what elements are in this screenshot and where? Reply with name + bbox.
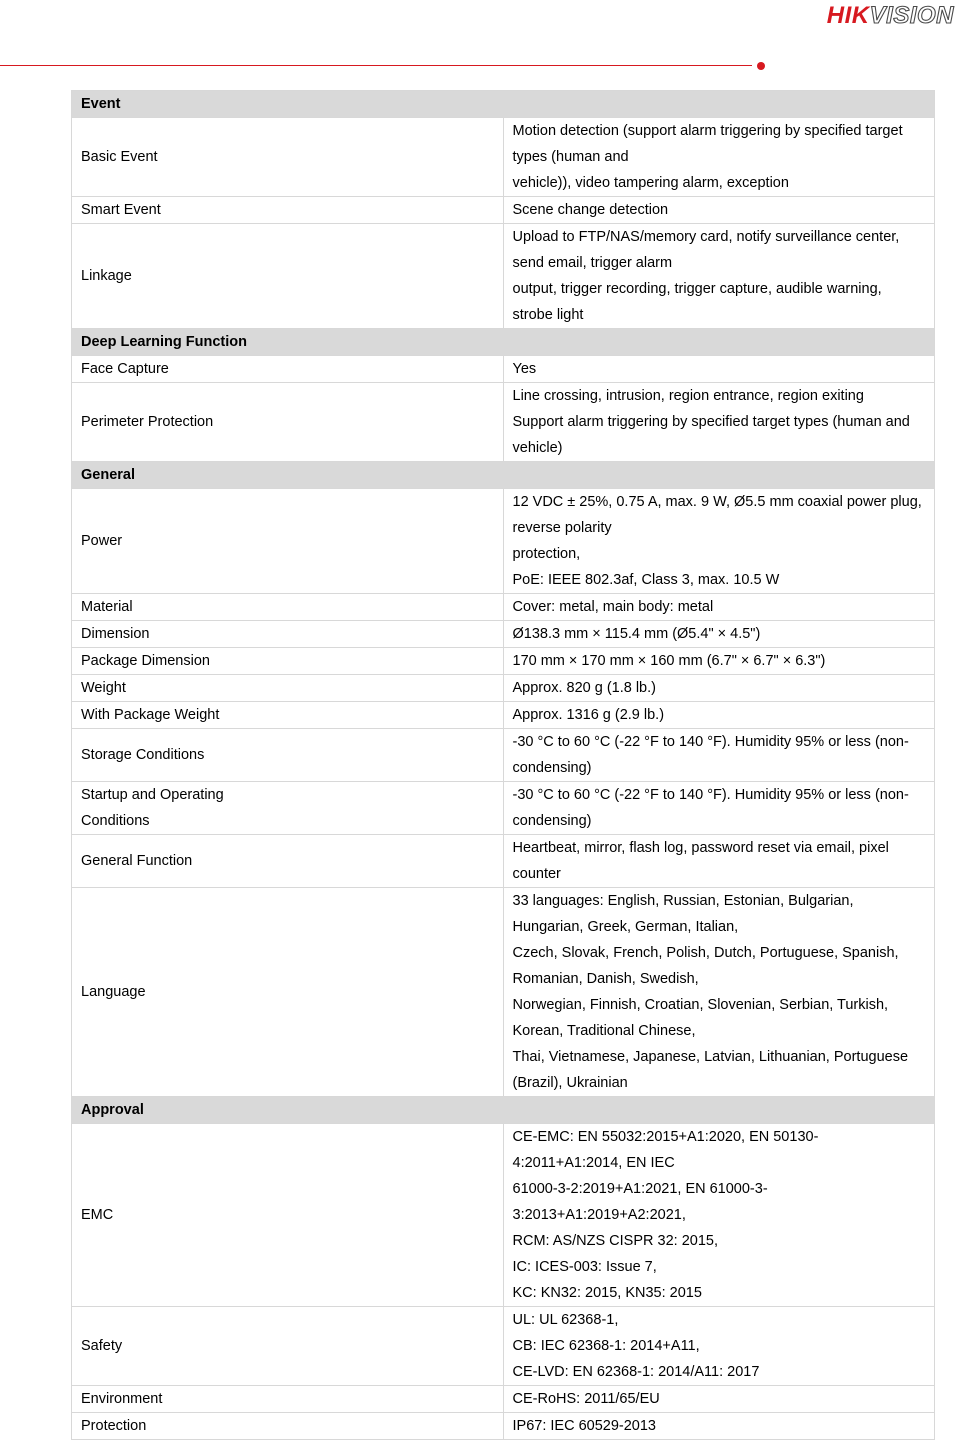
spec-value-line: 61000-3-2:2019+A1:2021, EN 61000-3-3:2013+A1:2019+A2:2021, (512, 1181, 768, 1223)
spec-label: Weight (72, 675, 504, 702)
spec-value (503, 729, 935, 782)
spec-label: Dimension (72, 621, 504, 648)
spec-label: EMC (72, 1124, 504, 1307)
spec-value-line: output, trigger recording, trigger capture, audible warning, strobe light (512, 281, 882, 323)
spec-value (503, 224, 935, 329)
spec-value (503, 594, 935, 621)
spec-value (503, 1124, 935, 1307)
spec-value (503, 1413, 935, 1440)
spec-value-line: Heartbeat, mirror, flash log, password reset via email, pixel counter (512, 840, 889, 882)
spec-value-line: Ø138.3 mm × 115.4 mm (Ø5.4" × 4.5") (512, 626, 761, 642)
spec-value-line: UL: UL 62368-1, (512, 1312, 619, 1328)
section-header (72, 91, 935, 118)
spec-value (503, 1386, 935, 1413)
section-title: Event (72, 91, 935, 118)
spec-label: General Function (72, 835, 504, 888)
spec-value (503, 782, 935, 835)
spec-value-line: -30 °C to 60 °C (-22 °F to 140 °F). Humidity 95% or less (non-condensing) (512, 734, 909, 776)
section-title: Approval (72, 1097, 935, 1124)
section-header (72, 462, 935, 489)
section-title: General (72, 462, 935, 489)
spec-value (503, 118, 935, 197)
logo-vision-part: VISION (869, 2, 954, 29)
spec-value-line: Approx. 1316 g (2.9 lb.) (512, 707, 665, 723)
section-title: Deep Learning Function (72, 329, 935, 356)
spec-label: Linkage (72, 224, 504, 329)
spec-row (72, 1386, 935, 1413)
spec-value (503, 383, 935, 462)
spec-value (503, 489, 935, 594)
spec-row (72, 648, 935, 675)
spec-label: Basic Event (72, 118, 504, 197)
spec-value-line: CE-RoHS: 2011/65/EU (512, 1391, 660, 1407)
spec-value-line: Motion detection (support alarm triggering by specified target types (human and (512, 123, 903, 165)
spec-row (72, 118, 935, 197)
spec-label (72, 782, 504, 835)
spec-row (72, 1124, 935, 1307)
spec-label: Environment (72, 1386, 504, 1413)
hikvision-logo (827, 2, 954, 30)
spec-value-line: Line crossing, intrusion, region entrance, region exiting (512, 388, 864, 404)
spec-row (72, 224, 935, 329)
spec-value-line: Yes (512, 361, 537, 377)
spec-label: Protection (72, 1413, 504, 1440)
spec-value-line: Cover: metal, main body: metal (512, 599, 714, 615)
spec-label: Power (72, 489, 504, 594)
spec-value (503, 356, 935, 383)
spec-value-line: 33 languages: English, Russian, Estonian, Bulgarian, Hungarian, Greek, German, Italian, (512, 893, 854, 935)
spec-label: Face Capture (72, 356, 504, 383)
spec-value-line: KC: KN32: 2015, KN35: 2015 (512, 1285, 702, 1301)
spec-row (72, 621, 935, 648)
spec-value-line: PoE: IEEE 802.3af, Class 3, max. 10.5 W (512, 572, 780, 588)
spec-value-line: CB: IEC 62368-1: 2014+A11, (512, 1338, 700, 1354)
spec-label: Language (72, 888, 504, 1097)
spec-value (503, 197, 935, 224)
spec-value-line: Thai, Vietnamese, Japanese, Latvian, Lithuanian, Portuguese (Brazil), Ukrainian (512, 1049, 909, 1091)
spec-value (503, 888, 935, 1097)
spec-value-line: protection, (512, 546, 581, 562)
section-header (72, 329, 935, 356)
spec-row (72, 782, 935, 835)
spec-value-line: CE-LVD: EN 62368-1: 2014/A11: 2017 (512, 1364, 760, 1380)
spec-label: Storage Conditions (72, 729, 504, 782)
logo-hik-part: HIK (826, 2, 870, 29)
spec-value-line: 170 mm × 170 mm × 160 mm (6.7" × 6.7" × 6.3") (512, 653, 826, 669)
spec-value-line: CE-EMC: EN 55032:2015+A1:2020, EN 50130-4:2011+A1:2014, EN IEC (512, 1129, 819, 1171)
spec-label: Material (72, 594, 504, 621)
spec-value (503, 621, 935, 648)
spec-row (72, 594, 935, 621)
section-header (72, 1097, 935, 1124)
spec-label-line: Startup and Operating (81, 787, 224, 803)
spec-value (503, 648, 935, 675)
spec-value (503, 675, 935, 702)
spec-label: Perimeter Protection (72, 383, 504, 462)
header-rule (0, 65, 752, 66)
spec-row (72, 383, 935, 462)
spec-row (72, 675, 935, 702)
spec-label: Safety (72, 1307, 504, 1386)
spec-value (503, 702, 935, 729)
spec-row (72, 835, 935, 888)
spec-row (72, 888, 935, 1097)
spec-value-line: Czech, Slovak, French, Polish, Dutch, Portuguese, Spanish, Romanian, Danish, Swedish, (512, 945, 899, 987)
spec-value-line: RCM: AS/NZS CISPR 32: 2015, (512, 1233, 718, 1249)
spec-table (71, 90, 935, 1440)
spec-value-line: Norwegian, Finnish, Croatian, Slovenian, Serbian, Turkish, Korean, Traditional Chinese, (512, 997, 889, 1039)
spec-value-line: -30 °C to 60 °C (-22 °F to 140 °F). Humidity 95% or less (non-condensing) (512, 787, 909, 829)
spec-row (72, 1307, 935, 1386)
spec-row (72, 489, 935, 594)
spec-value-line: IC: ICES-003: Issue 7, (512, 1259, 657, 1275)
spec-value-line: vehicle)), video tampering alarm, exception (512, 175, 789, 191)
spec-value-line: Upload to FTP/NAS/memory card, notify surveillance center, send email, trigger alarm (512, 229, 900, 271)
spec-value (503, 1307, 935, 1386)
spec-row (72, 356, 935, 383)
spec-label-line: Conditions (81, 813, 150, 829)
spec-row (72, 1413, 935, 1440)
spec-label: With Package Weight (72, 702, 504, 729)
spec-row (72, 197, 935, 224)
spec-value-line: IP67: IEC 60529-2013 (512, 1418, 656, 1434)
spec-value-line: 12 VDC ± 25%, 0.75 A, max. 9 W, Ø5.5 mm coaxial power plug, reverse polarity (512, 494, 922, 536)
spec-value-line: Approx. 820 g (1.8 lb.) (512, 680, 656, 696)
spec-value (503, 835, 935, 888)
spec-value-line: Scene change detection (512, 202, 669, 218)
spec-label: Smart Event (72, 197, 504, 224)
spec-value-line: Support alarm triggering by specified target types (human and vehicle) (512, 414, 910, 456)
spec-label: Package Dimension (72, 648, 504, 675)
spec-row (72, 702, 935, 729)
spec-row (72, 729, 935, 782)
header-rule-dot (757, 62, 765, 70)
